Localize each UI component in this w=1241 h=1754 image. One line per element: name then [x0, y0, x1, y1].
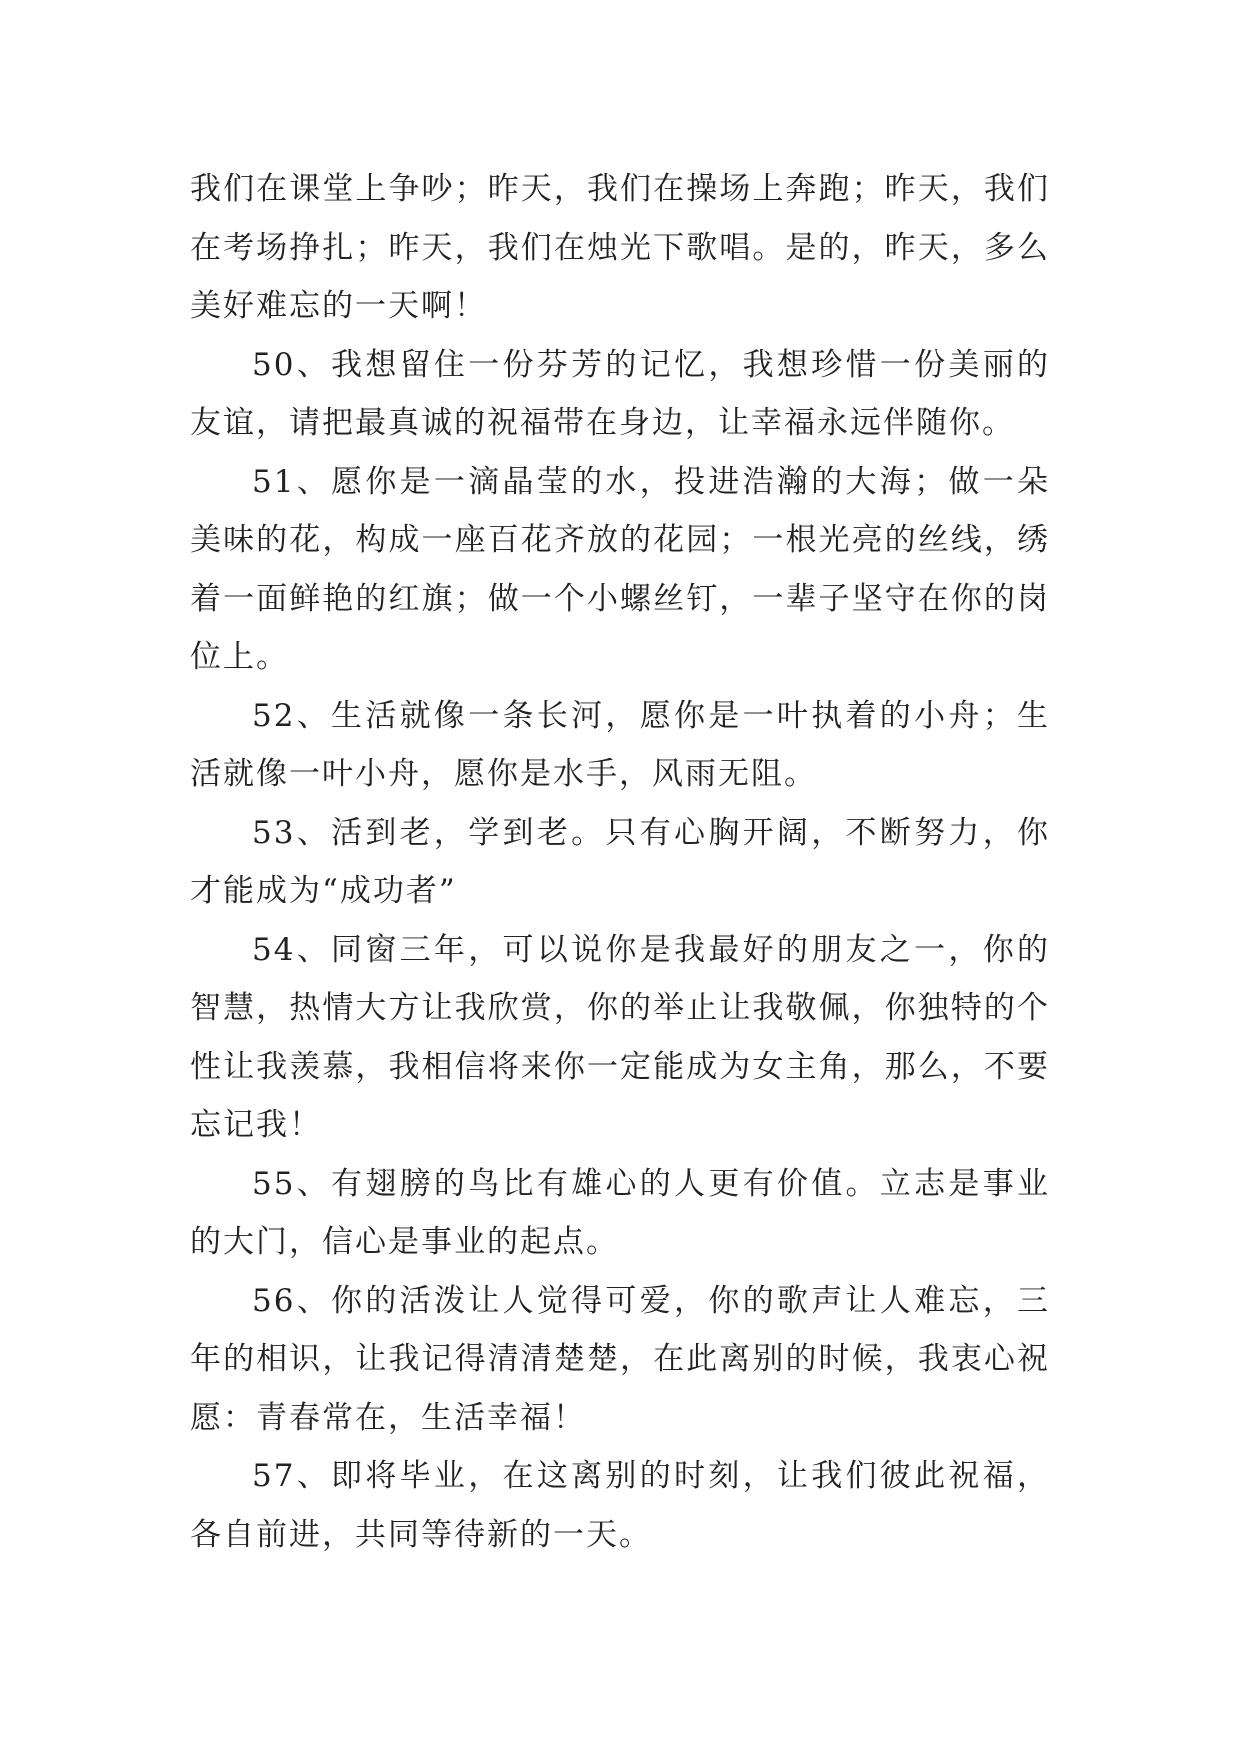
- paragraph-55: 55、有翅膀的鸟比有雄心的人更有价值。立志是事业的大门，信心是事业的起点。: [190, 1165, 1050, 1260]
- document-body: [190, 160, 1050, 1564]
- paragraph-54: 54、同窗三年，可以说你是我最好的朋友之一，你的智慧，热情大方让我欣赏，你的举止让我敬佩，你独特的个性让我羡慕，我相信将来你一定能成为女主角，那么，不要忘记我！: [190, 931, 1050, 1143]
- paragraph-56: 56、你的活泼让人觉得可爱，你的歌声让人难忘，三年的相识，让我记得清清楚楚，在此离别的时候，我衷心祝愿：青春常在，生活幸福！: [190, 1282, 1050, 1436]
- paragraph-continuation: 我们在课堂上争吵；昨天，我们在操场上奔跑；昨天，我们在考场挣扎；昨天，我们在烛光下歌唱。是的，昨天，多么美好难忘的一天啊！: [190, 171, 1050, 324]
- paragraph-50: 50、我想留住一份芬芳的记忆，我想珍惜一份美丽的友谊，请把最真诚的祝福带在身边，让幸福永远伴随你。: [190, 346, 1050, 441]
- paragraph-53: 53、活到老，学到老。只有心胸开阔，不断努力，你才能成为“成功者”: [190, 814, 1050, 909]
- paragraph-57: 57、即将毕业，在这离别的时刻，让我们彼此祝福，各自前进，共同等待新的一天。: [190, 1458, 1050, 1553]
- paragraph-52: 52、生活就像一条长河，愿你是一叶执着的小舟；生活就像一叶小舟，愿你是水手，风雨无阻。: [190, 697, 1050, 792]
- paragraph-51: 51、愿你是一滴晶莹的水，投进浩瀚的大海；做一朵美味的花，构成一座百花齐放的花园；一根光亮的丝线，绣着一面鲜艳的红旗；做一个小螺丝钉，一辈子坚守在你的岗位上。: [190, 463, 1050, 675]
